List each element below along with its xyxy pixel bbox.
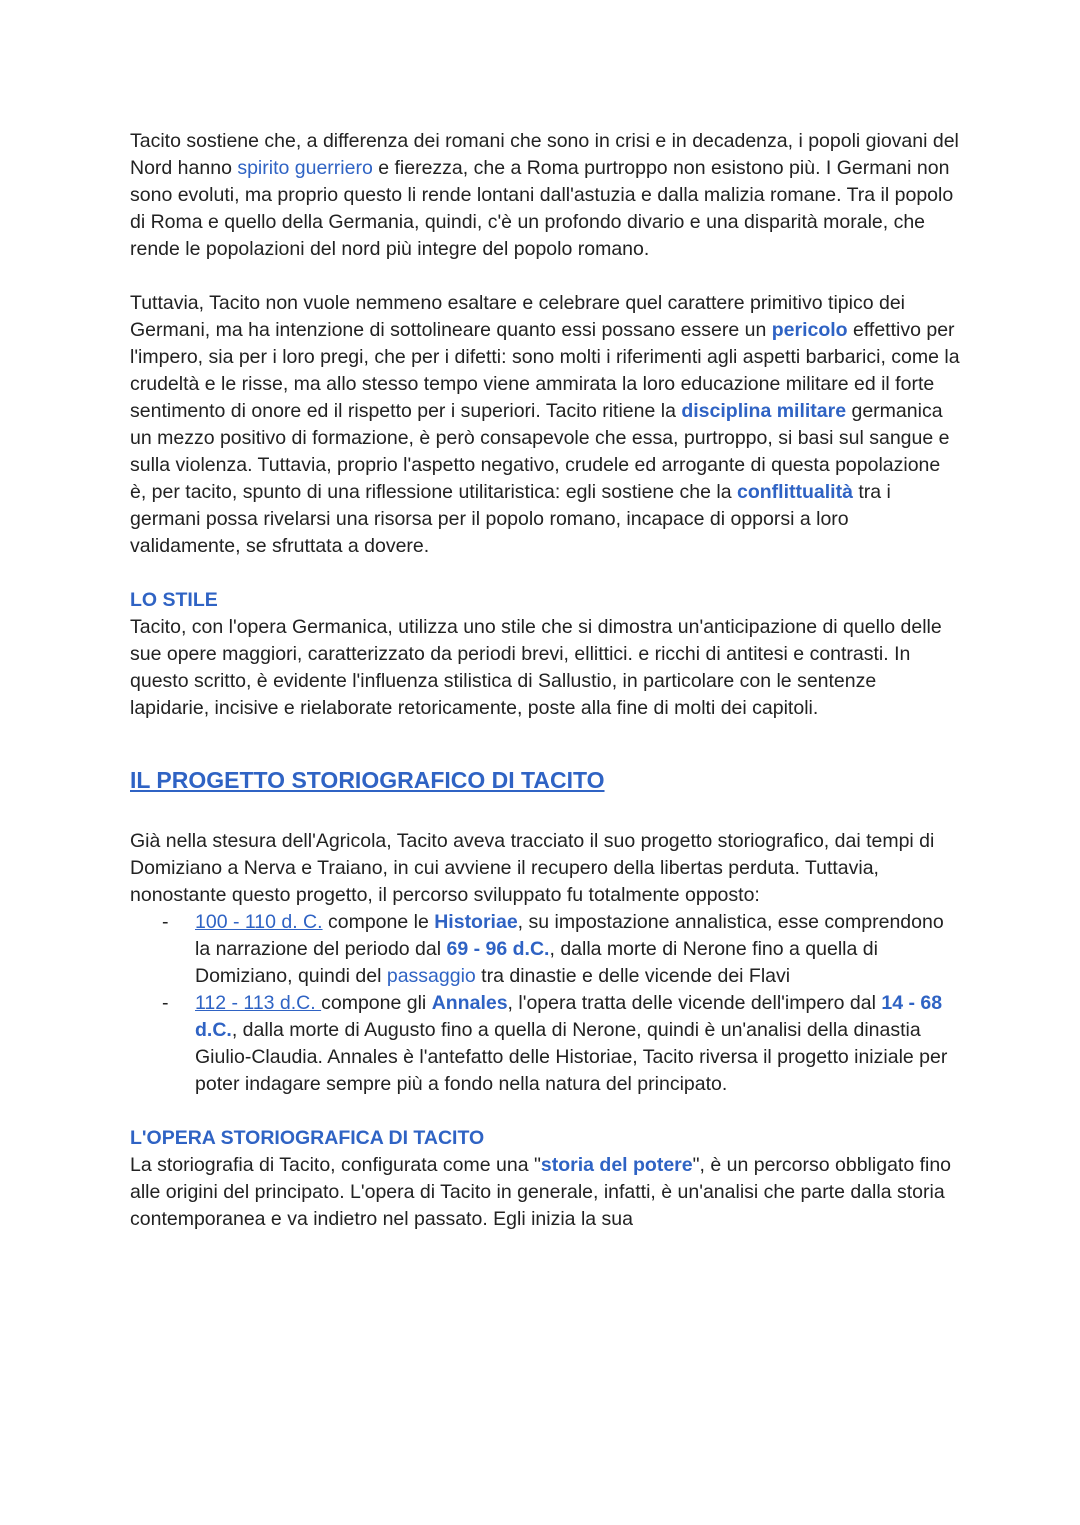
text: compone gli — [321, 992, 432, 1014]
date-link[interactable]: 100 - 110 d. C. — [195, 911, 323, 933]
text: tra i germani possa rivelarsi una risorsa per il popolo romano, incapace di opporsi a loro validamente, se sfruttata a dovere. — [130, 481, 891, 557]
text: ", è un percorso obbligato fino alle origini del principato. L'opera di Tacito in generale, infatti, è un'analisi che parte dalla storia contemporanea e va indietro nel passato. Egli inizia la sua — [130, 1154, 952, 1230]
highlight-disciplina-militare: disciplina militare — [681, 400, 847, 422]
paragraph-progetto-intro: Già nella stesura dell'Agricola, Tacito aveva tracciato il suo progetto storiografico, dai tempi di Domiziano a Nerva e Traiano, in cui avviene il recupero della libertas perduta. Tuttavia, nonostante questo progetto, il percorso sviluppato fu totalmente opposto: — [130, 830, 935, 906]
list-dash: - — [162, 911, 169, 933]
text: germanica un mezzo positivo di formazione, è però consapevole che essa, purtroppo, si basi sul sangue e sulla violenza. Tuttavia, proprio l'aspetto negativo, crudele ed arrogante di questa popolazione è, per tacito, spunto di una riflessione utilitaristica: egli sostiene che la — [130, 400, 950, 503]
text: , l'opera tratta delle vicende dell'impero dal — [507, 992, 882, 1014]
spacer — [130, 1098, 960, 1125]
work-title: Annales — [431, 992, 508, 1014]
date-link[interactable]: 112 - 113 d.C. — [195, 992, 322, 1014]
text: , su impostazione annalistica, esse comprendono la narrazione del periodo dal — [195, 911, 944, 960]
text: La storiografia di Tacito, configurata come una " — [130, 1154, 541, 1176]
list-item-annales — [130, 990, 960, 1098]
highlight-spirito-guerriero: spirito guerriero — [237, 157, 373, 179]
paragraph-pericolo — [130, 290, 960, 560]
heading-progetto-storiografico: IL PROGETTO STORIOGRAFICO DI TACITO — [130, 767, 605, 793]
work-title: Historiae — [434, 911, 518, 933]
highlight-passaggio: passaggio — [386, 965, 476, 987]
heading-opera-storiografica: L'OPERA STORIOGRAFICA DI TACITO — [130, 1127, 485, 1149]
text: Tacito sostiene che, a differenza dei romani che sono in crisi e in decadenza, i popoli giovani del Nord hanno — [130, 130, 959, 179]
highlight-pericolo: pericolo — [771, 319, 848, 341]
text: compone le — [322, 911, 435, 933]
date-range: 14 - 68 d.C. — [195, 992, 943, 1041]
date-range: 69 - 96 d.C. — [446, 938, 550, 960]
list-item-historiae — [130, 909, 960, 990]
paragraph-germani-nord — [130, 128, 960, 263]
text: , dalla morte di Augusto fino a quella di Nerone, quindi è un'analisi della dinastia Giulio-Claudia. Annales è l'antefatto delle Historiae, Tacito riversa il progetto iniziale per poter indagare sempre più a fondo nella natura del principato. — [195, 1019, 948, 1095]
highlight-storia-del-potere: storia del potere — [540, 1154, 693, 1176]
list-dash: - — [162, 992, 169, 1014]
text: Tuttavia, Tacito non vuole nemmeno esaltare e celebrare quel carattere primitivo tipico dei Germani, ma ha intenzione di sottolineare quanto essi possano essere un — [130, 292, 905, 341]
text: e fierezza, che a Roma purtroppo non esistono più. I Germani non sono evoluti, ma proprio questo li rende lontani dall'astuzia e dalla malizia romane. Tra il popolo di Roma e quello della Germania, quindi, c'è un profondo divario e una disparità morale, che rende le popolazioni del nord più integre del popolo romano. — [130, 157, 954, 260]
document-body — [130, 128, 960, 1233]
works-list — [130, 909, 960, 1098]
paragraph-opera — [130, 1152, 960, 1233]
paragraph-stile: Tacito, con l'opera Germanica, utilizza uno stile che si dimostra un'anticipazione di quello delle sue opere maggiori, caratterizzato da periodi brevi, ellittici. e ricchi di antitesi e contrasti. In questo scritto, è evidente l'influenza stilistica di Sallustio, in particolare con le sentenze lapidarie, incisive e rielaborate retoricamente, poste alla fine di molti dei capitoli. — [130, 616, 942, 719]
text: effettivo per l'impero, sia per i loro pregi, che per i difetti: sono molti i riferimenti agli aspetti barbarici, come la crudeltà e le risse, ma allo stesso tempo viene ammirata la loro educazione militare ed il forte sentimento di onore ed il rispetto per i superiori. Tacito ritiene la — [130, 319, 960, 422]
heading-lo-stile: LO STILE — [130, 589, 218, 611]
highlight-conflittualita: conflittualità — [737, 481, 853, 503]
text: , dalla morte di Nerone fino a quella di Domiziano, quindi del — [195, 938, 878, 987]
text: tra dinastie e delle vicende dei Flavi — [475, 965, 791, 987]
